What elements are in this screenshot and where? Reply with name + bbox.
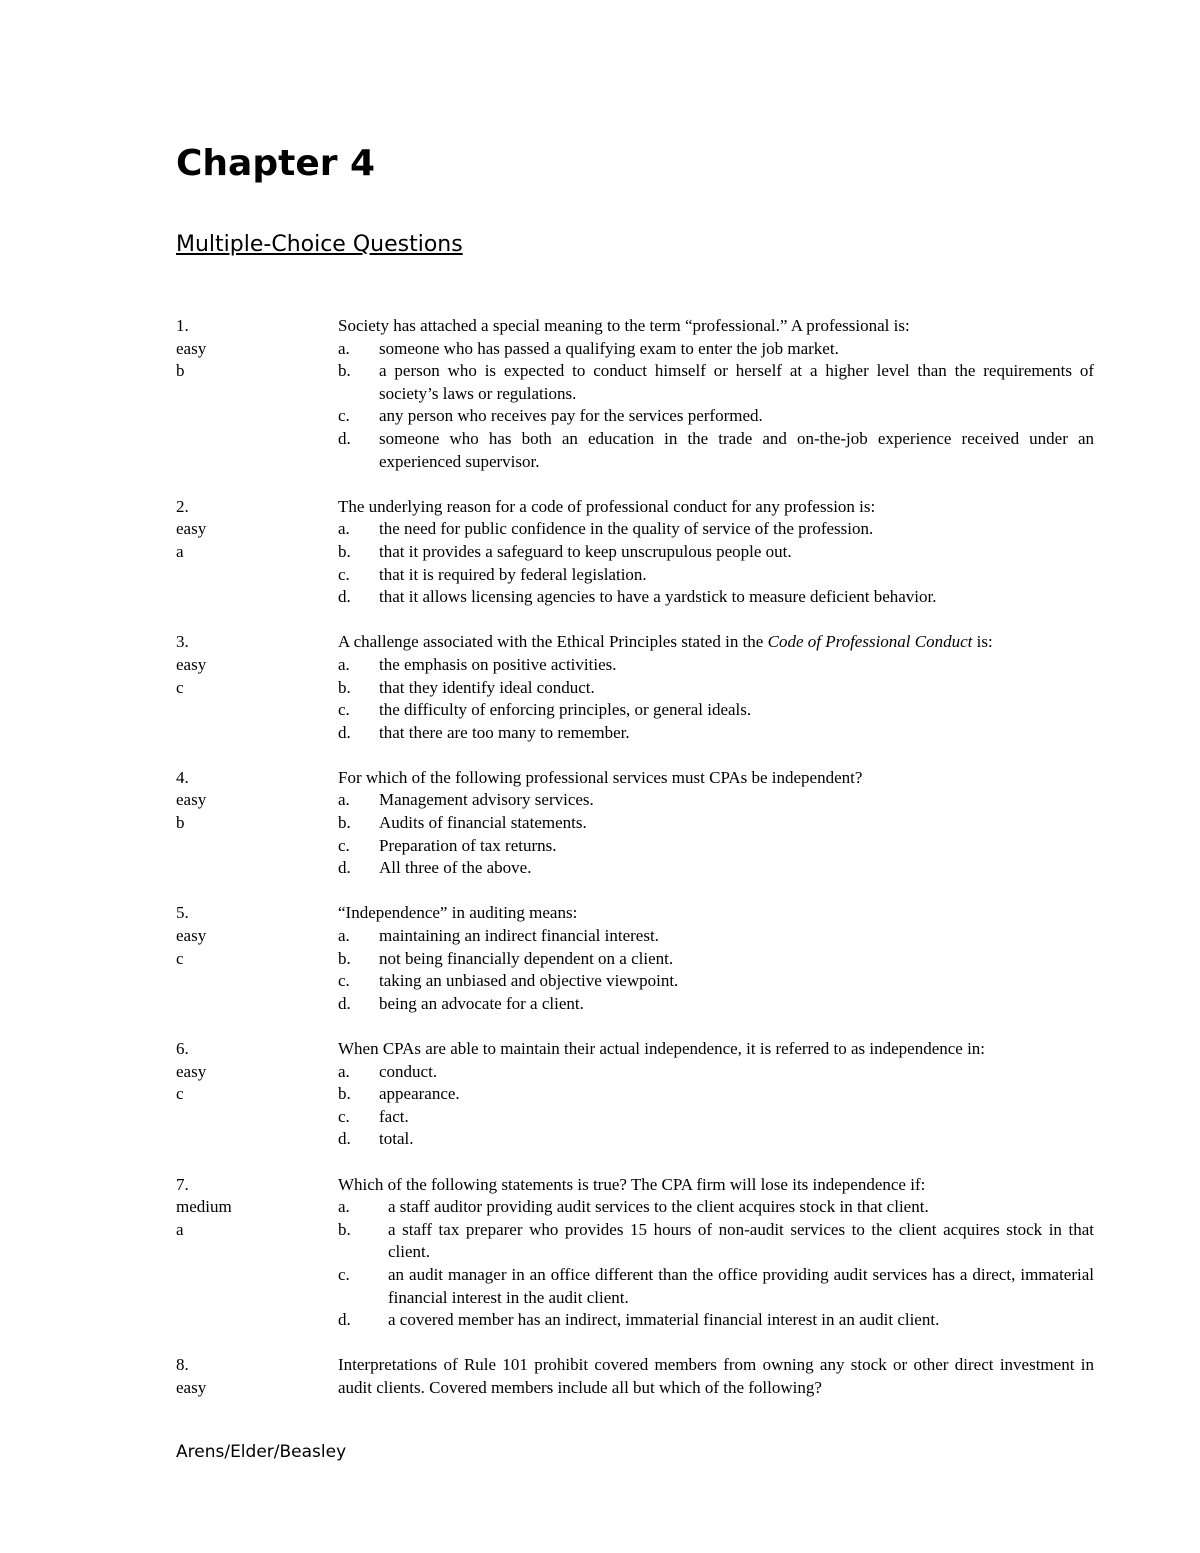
option-c [338, 1264, 1094, 1309]
option-text: appearance. [379, 1084, 460, 1104]
question-answer: c [176, 677, 184, 697]
question-body [338, 902, 1094, 1015]
option-text: Preparation of tax returns. [379, 835, 557, 855]
question-7 [176, 1174, 1094, 1332]
option-text: maintaining an indirect financial interest. [379, 926, 659, 946]
option-letter: a. [338, 519, 350, 539]
option-letter: d. [338, 722, 351, 742]
option-letter: b. [338, 813, 351, 833]
option-d [338, 428, 1094, 473]
question-answer: a [176, 1219, 184, 1239]
question-stem [338, 631, 1094, 654]
option-letter: c. [338, 1264, 350, 1284]
option-letter: b. [338, 948, 351, 968]
option-d [338, 586, 1094, 609]
question-body [338, 315, 1094, 473]
option-letter: d. [338, 993, 351, 1013]
question-difficulty: easy [176, 654, 207, 674]
question-2 [176, 496, 1094, 609]
option-text: someone who has passed a qualifying exam to enter the job market. [379, 338, 839, 358]
option-letter: c. [338, 1106, 350, 1126]
option-letter: c. [338, 700, 350, 720]
option-text: a covered member has an indirect, immaterial financial interest in an audit client. [388, 1310, 940, 1330]
option-letter: d. [338, 428, 351, 448]
option-text: an audit manager in an office different than the office providing audit services has a direct, immaterial financial interest in the audit client. [388, 1264, 1094, 1307]
page-footer: Arens/Elder/Beasley [176, 1442, 347, 1462]
option-text: a staff tax preparer who provides 15 hours of non-audit services to the client acquires stock in that client. [388, 1219, 1094, 1262]
option-b [338, 812, 1094, 835]
option-letter: b. [338, 541, 351, 561]
option-d [338, 722, 1094, 745]
option-text: a staff auditor providing audit services to the client acquires stock in that client. [388, 1197, 929, 1217]
option-letter: b. [338, 361, 351, 381]
option-b [338, 677, 1094, 700]
question-number: 5. [176, 903, 189, 923]
question-difficulty: easy [176, 1061, 207, 1081]
question-difficulty: easy [176, 519, 207, 539]
question-4 [176, 767, 1094, 880]
option-letter: c. [338, 406, 350, 426]
question-meta [176, 767, 326, 835]
option-c [338, 835, 1094, 858]
question-meta [176, 1038, 326, 1106]
question-stem: The underlying reason for a code of professional conduct for any profession is: [338, 496, 876, 516]
option-d [338, 857, 1094, 880]
question-stem: “Independence” in auditing means: [338, 903, 578, 923]
question-meta [176, 315, 326, 383]
question-difficulty: medium [176, 1197, 232, 1217]
stem-text: A challenge associated with the Ethical Principles stated in the [338, 632, 768, 652]
option-text: All three of the above. [379, 858, 532, 878]
option-text: Audits of financial statements. [379, 813, 587, 833]
option-b [338, 360, 1094, 405]
option-letter: a. [338, 1061, 350, 1081]
option-a [338, 654, 1094, 677]
option-text: fact. [379, 1106, 409, 1126]
option-letter: a. [338, 790, 350, 810]
question-number: 6. [176, 1039, 189, 1058]
question-body [338, 767, 1094, 880]
option-d [338, 1309, 1094, 1332]
option-c [338, 1106, 1094, 1129]
option-letter: d. [338, 1310, 351, 1330]
option-text: the need for public confidence in the quality of service of the profession. [379, 519, 874, 539]
question-body [338, 1038, 1094, 1151]
option-letter: a. [338, 654, 350, 674]
option-letter: c. [338, 971, 350, 991]
question-answer: b [176, 813, 185, 833]
option-d [338, 993, 1094, 1016]
question-number: 7. [176, 1174, 189, 1194]
question-number: 3. [176, 632, 189, 652]
question-list [176, 315, 1094, 1422]
option-letter: b. [338, 1219, 351, 1239]
question-number: 1. [176, 316, 189, 335]
question-meta [176, 1354, 326, 1399]
option-text: not being financially dependent on a client. [379, 948, 674, 968]
option-letter: b. [338, 677, 351, 697]
question-answer: c [176, 948, 184, 968]
option-letter: a. [338, 1197, 350, 1217]
question-answer: b [176, 361, 185, 381]
option-text: the difficulty of enforcing principles, or general ideals. [379, 700, 752, 720]
question-difficulty: easy [176, 926, 207, 946]
question-1 [176, 315, 1094, 473]
option-text: any person who receives pay for the services performed. [379, 406, 763, 426]
option-letter: d. [338, 587, 351, 607]
question-stem: Society has attached a special meaning to the term “professional.” A professional is: [338, 316, 910, 335]
question-body [338, 1354, 1094, 1399]
option-b [338, 541, 1094, 564]
option-text: that they identify ideal conduct. [379, 677, 595, 697]
option-letter: a. [338, 926, 350, 946]
option-text: being an advocate for a client. [379, 993, 584, 1013]
option-text: someone who has both an education in the trade and on-the-job experience received under an experienced supervisor. [379, 428, 1094, 471]
question-stem: Interpretations of Rule 101 prohibit covered members from owning any stock or other direct investment in audit clients. Covered members include all but which of the following? [338, 1355, 1094, 1397]
option-a [338, 338, 1094, 361]
question-difficulty: easy [176, 1377, 207, 1397]
option-b [338, 1083, 1094, 1106]
option-letter: a. [338, 338, 350, 358]
option-text: Management advisory services. [379, 790, 594, 810]
option-a [338, 1196, 1094, 1219]
question-number: 4. [176, 767, 189, 787]
question-meta [176, 902, 326, 970]
stem-italic-title: Code of Professional Conduct [767, 632, 973, 652]
question-8 [176, 1354, 1094, 1399]
option-text: conduct. [379, 1061, 438, 1081]
option-text: taking an unbiased and objective viewpoint. [379, 971, 679, 991]
option-letter: d. [338, 1129, 351, 1149]
stem-text: is: [972, 632, 993, 652]
question-number: 8. [176, 1355, 189, 1375]
option-text: that it allows licensing agencies to have a yardstick to measure deficient behavior. [379, 587, 937, 607]
question-body [338, 1174, 1094, 1332]
option-b [338, 1219, 1094, 1264]
question-5 [176, 902, 1094, 1015]
option-text: that it is required by federal legislation. [379, 564, 647, 584]
question-body [338, 631, 1094, 744]
question-number: 2. [176, 496, 189, 516]
option-a [338, 518, 1094, 541]
question-stem: When CPAs are able to maintain their actual independence, it is referred to as independence in: [338, 1039, 986, 1058]
option-c [338, 405, 1094, 428]
option-text: that it provides a safeguard to keep unscrupulous people out. [379, 541, 792, 561]
option-letter: c. [338, 835, 350, 855]
question-stem: Which of the following statements is true? The CPA firm will lose its independence if: [338, 1174, 926, 1194]
question-body [338, 496, 1094, 609]
option-a [338, 789, 1094, 812]
question-meta [176, 496, 326, 564]
option-a [338, 925, 1094, 948]
question-meta [176, 631, 326, 699]
option-letter: c. [338, 564, 350, 584]
question-difficulty: easy [176, 338, 207, 358]
question-6 [176, 1038, 1094, 1151]
question-difficulty: easy [176, 790, 207, 810]
question-answer: a [176, 541, 184, 561]
section-title: Multiple-Choice Questions [176, 232, 463, 257]
question-3 [176, 631, 1094, 744]
chapter-title: Chapter 4 [176, 143, 376, 184]
option-text: that there are too many to remember. [379, 722, 630, 742]
option-c [338, 699, 1094, 722]
option-d [338, 1128, 1094, 1151]
question-meta [176, 1174, 326, 1242]
option-a [338, 1061, 1094, 1084]
option-text: the emphasis on positive activities. [379, 654, 617, 674]
option-letter: d. [338, 858, 351, 878]
option-c [338, 564, 1094, 587]
option-text: total. [379, 1129, 414, 1149]
question-answer: c [176, 1084, 184, 1104]
option-letter: b. [338, 1084, 351, 1104]
option-b [338, 948, 1094, 971]
option-c [338, 970, 1094, 993]
option-text: a person who is expected to conduct himself or herself at a higher level than the requirements of society’s laws or regulations. [379, 361, 1094, 403]
question-stem: For which of the following professional services must CPAs be independent? [338, 767, 863, 787]
